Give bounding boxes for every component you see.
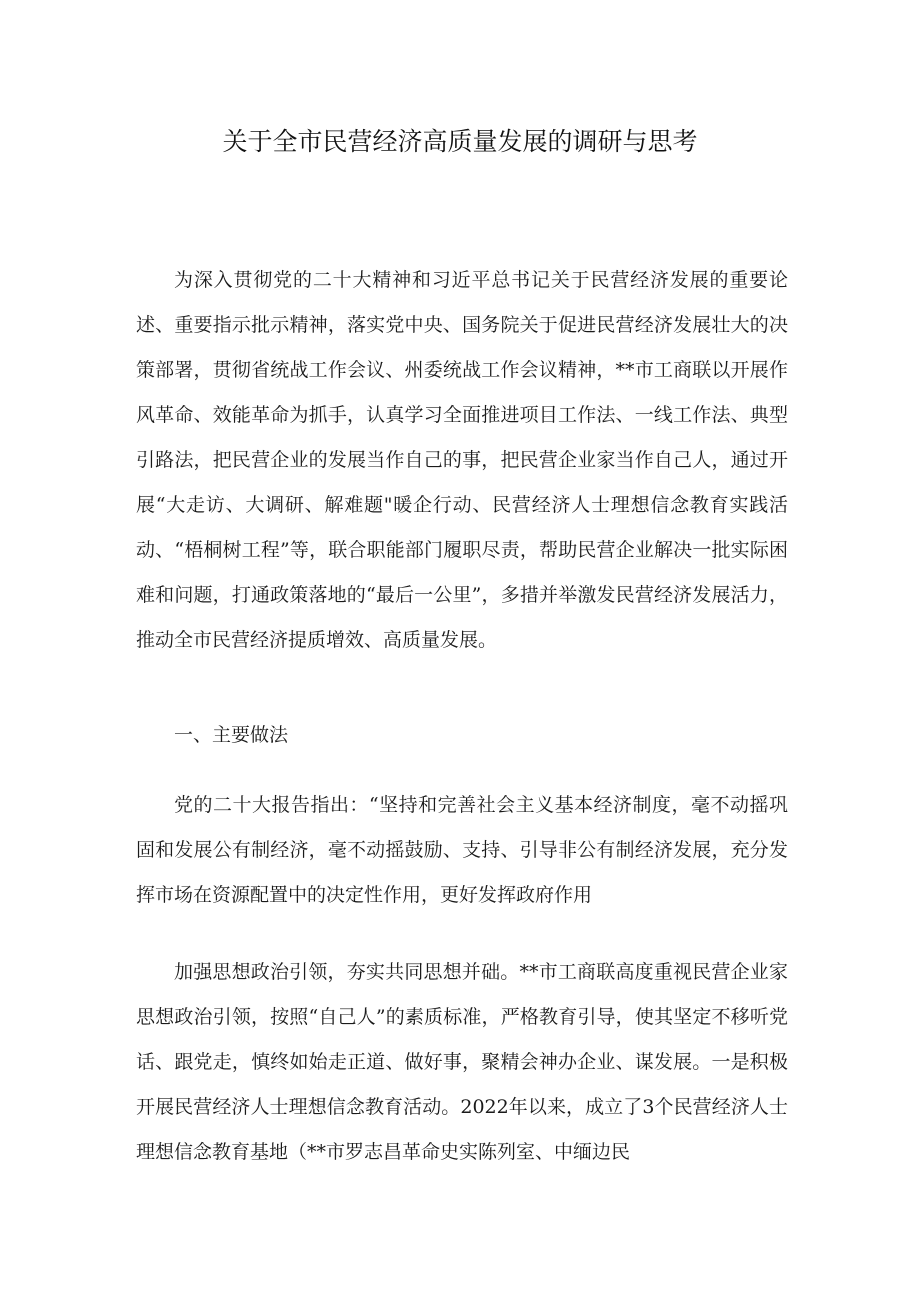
document-title: 关于全市民营经济高质量发展的调研与思考 (222, 127, 698, 156)
intro-paragraph: 为深入贯彻党的二十大精神和习近平总书记关于民营经济发展的重要论述、重要指示批示精神，落实党中央、国务院关于促进民营经济发展壮大的决策部署，贯彻省统战工作会议、州委统战工作会议精神，**市工商联以开展作风革命、效能革命为抓手，认真学习全面推进项目工作法、一线工作法、典型引路法，把民营企业的发展当作自己的事，把民营企业家当作自己人，通过开展“大走访、大调研、解难题"暖企行动、民营经济人士理想信念教育实践活动、“梧桐树工程”等，联合职能部门履职尽责，帮助民营企业解决一批实际困难和问题，打通政策落地的“最后一公里”，多措并举激发民营经济发展活力，推动全市民营经济提质增效、高质量发展。 (136, 269, 788, 651)
quote-paragraph: 党的二十大报告指出：“坚持和完善社会主义基本经济制度，毫不动摇巩固和发展公有制经济，毫不动摇鼓励、支持、引导非公有制经济发展，充分发挥市场在资源配置中的决定性作用，更好发挥政府作用 (136, 794, 788, 906)
section-heading: 一、主要做法 (174, 724, 289, 746)
body-paragraph: 加强思想政治引领，夯实共同思想并础。**市工商联高度重视民营企业家思想政治引领，按照“自己人”的素质标准，严格教育引导，使其坚定不移听党话、跟党走，慎终如始走正道、做好事，聚精会神办企业、谋发展。一是积极开展民营经济人士理想信念教育活动。2022年以来，成立了3个民营经济人士理想信念教育基地（**市罗志昌革命史实陈列室、中缅边民 (136, 961, 788, 1163)
